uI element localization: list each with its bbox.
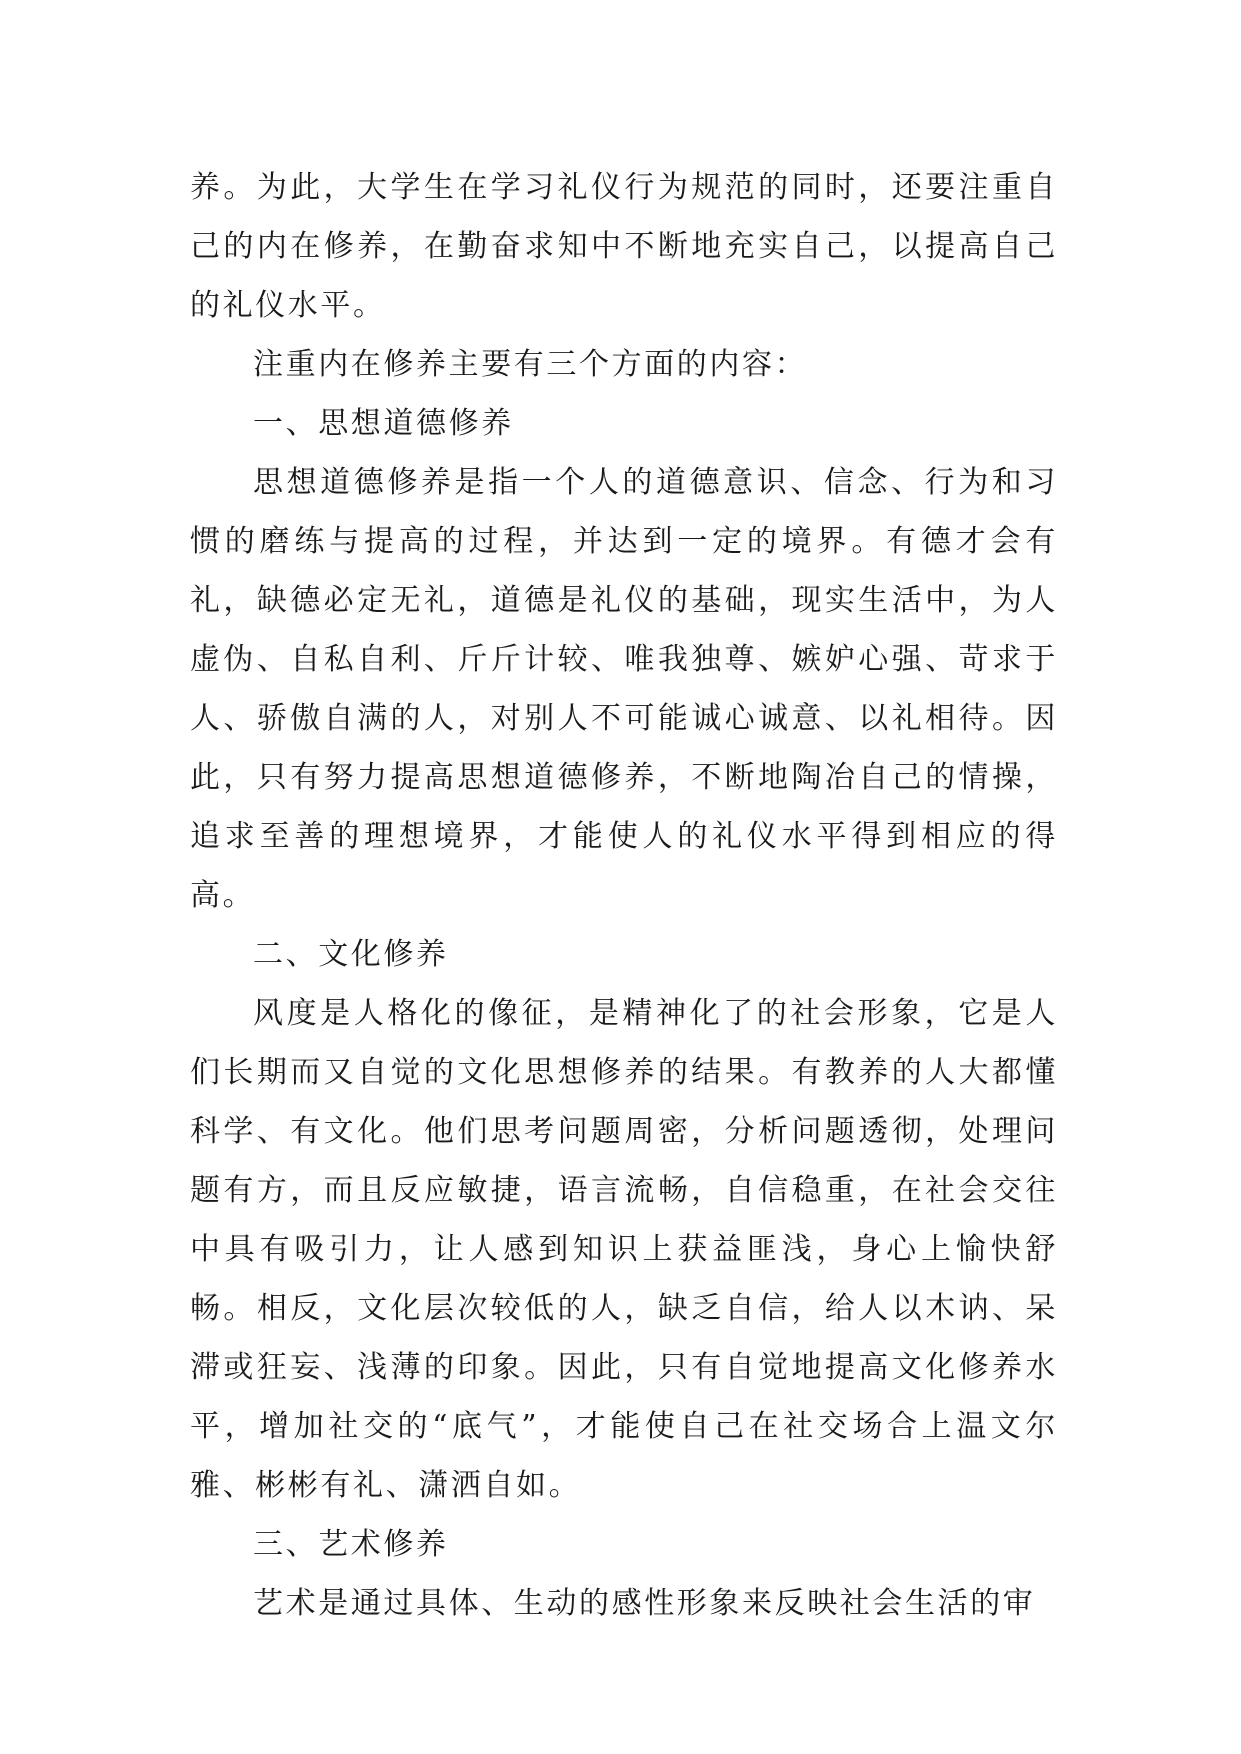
paragraph-art: 艺术是通过具体、生动的感性形象来反映社会生活的审 <box>253 1586 1036 1621</box>
paragraph-moral: 思想道德修养是指一个人的道德意识、信念、行为和习惯的磨练与提高的过程，并达到一定的境界。有德才会有礼，缺德必定无礼，道德是礼仪的基础，现实生活中，为人虚伪、自私自利、斤斤计较、唯我独尊、嫉妒心强、苛求于人、骄傲自满的人，对别人不可能诚心诚意、以礼相待。因此，只有努力提高思想道德修养，不断地陶冶自己的情操，追求至善的理想境界，才能使人的礼仪水平得到相应的得高。 <box>190 465 1058 913</box>
section-heading-art: 三、艺术修养 <box>253 1527 449 1562</box>
section-heading-culture: 二、文化修养 <box>253 937 449 972</box>
document-body <box>190 158 1058 1633</box>
paragraph-intro: 注重内在修养主要有三个方面的内容： <box>253 347 808 382</box>
paragraph-continuation: 养。为此，大学生在学习礼仪行为规范的同时，还要注重自己的内在修养，在勤奋求知中不断地充实自己，以提高自己的礼仪水平。 <box>190 170 1058 323</box>
paragraph-culture: 风度是人格化的像征，是精神化了的社会形象，它是人们长期而又自觉的文化思想修养的结果。有教养的人大都懂科学、有文化。他们思考问题周密，分析问题透彻，处理问题有方，而且反应敏捷，语言流畅，自信稳重，在社会交往中具有吸引力，让人感到知识上获益匪浅，身心上愉快舒畅。相反，文化层次较低的人，缺乏自信，给人以木讷、呆滞或狂妄、浅薄的印象。因此，只有自觉地提高文化修养水平，增加社交的“底气”，才能使自己在社交场合上温文尔雅、彬彬有礼、潇洒自如。 <box>190 996 1058 1503</box>
section-heading-moral: 一、思想道德修养 <box>253 406 514 441</box>
